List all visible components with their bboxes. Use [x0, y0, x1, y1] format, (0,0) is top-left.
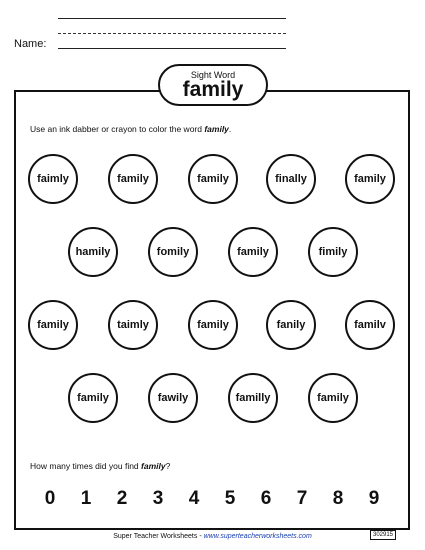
footer-separator: - [197, 533, 204, 540]
word-circle[interactable] [148, 227, 198, 277]
word-circle[interactable] [148, 373, 198, 423]
word-circle[interactable] [68, 227, 118, 277]
word-circle[interactable] [228, 373, 278, 423]
word-label: family [197, 319, 229, 331]
word-label: faimly [37, 173, 69, 185]
word-circle[interactable] [68, 373, 118, 423]
title-subtitle: Sight Word [190, 70, 236, 80]
word-circle[interactable] [345, 154, 395, 204]
number-choice[interactable]: 6 [260, 488, 272, 509]
word-circle[interactable] [308, 373, 358, 423]
word-circle[interactable] [266, 154, 316, 204]
number-choice[interactable]: 0 [44, 488, 56, 509]
word-circle[interactable] [108, 300, 158, 350]
word-label: familv [354, 319, 386, 331]
title-word: family [182, 78, 244, 101]
question-word: family [141, 461, 166, 471]
instruction-word: family [204, 124, 229, 134]
number-choice[interactable]: 7 [296, 488, 308, 509]
worksheet-code: 302915 [370, 530, 396, 540]
word-circle[interactable] [228, 227, 278, 277]
word-label: fomily [156, 246, 190, 258]
number-choice[interactable]: 4 [188, 488, 200, 509]
word-label: family [37, 319, 69, 331]
word-label: fimily [318, 246, 348, 258]
number-choice[interactable]: 8 [332, 488, 344, 509]
word-label: fawily [157, 392, 189, 404]
instruction-prefix: Use an ink dabber or crayon to color the word [30, 124, 205, 134]
word-circle[interactable] [28, 300, 78, 350]
word-label: family [317, 392, 349, 404]
word-label: taimly [117, 319, 149, 331]
word-label: hamily [75, 246, 111, 258]
word-circle[interactable] [28, 154, 78, 204]
word-label: familly [235, 392, 271, 404]
word-circle[interactable] [345, 300, 395, 350]
number-choice[interactable]: 9 [368, 488, 380, 509]
question-suffix: ? [165, 461, 171, 471]
title-badge [158, 64, 268, 106]
name-line-bottom [58, 48, 286, 49]
number-choice[interactable]: 2 [116, 488, 128, 509]
word-circle[interactable] [188, 154, 238, 204]
word-circle[interactable] [308, 227, 358, 277]
question-text [30, 461, 170, 471]
footer [0, 533, 425, 540]
word-label: fanily [276, 319, 306, 331]
word-circle[interactable] [108, 154, 158, 204]
number-choice[interactable]: 1 [80, 488, 92, 509]
word-label: family [77, 392, 109, 404]
instruction-suffix: . [228, 124, 232, 134]
name-line-top [58, 18, 286, 19]
footer-url[interactable]: www.superteacherworksheets.com [203, 533, 312, 540]
word-label: family [197, 173, 229, 185]
name-line-dashed [58, 33, 286, 34]
question-prefix: How many times did you find [30, 461, 142, 471]
word-label: finally [275, 173, 307, 185]
number-choice[interactable]: 3 [152, 488, 164, 509]
word-label: family [117, 173, 149, 185]
name-label: Name: [14, 38, 47, 50]
number-choice[interactable]: 5 [224, 488, 236, 509]
word-circle[interactable] [266, 300, 316, 350]
word-label: family [354, 173, 386, 185]
footer-site-name: Super Teacher Worksheets [113, 533, 198, 540]
word-label: family [237, 246, 269, 258]
instruction-text [30, 124, 231, 134]
word-circle[interactable] [188, 300, 238, 350]
